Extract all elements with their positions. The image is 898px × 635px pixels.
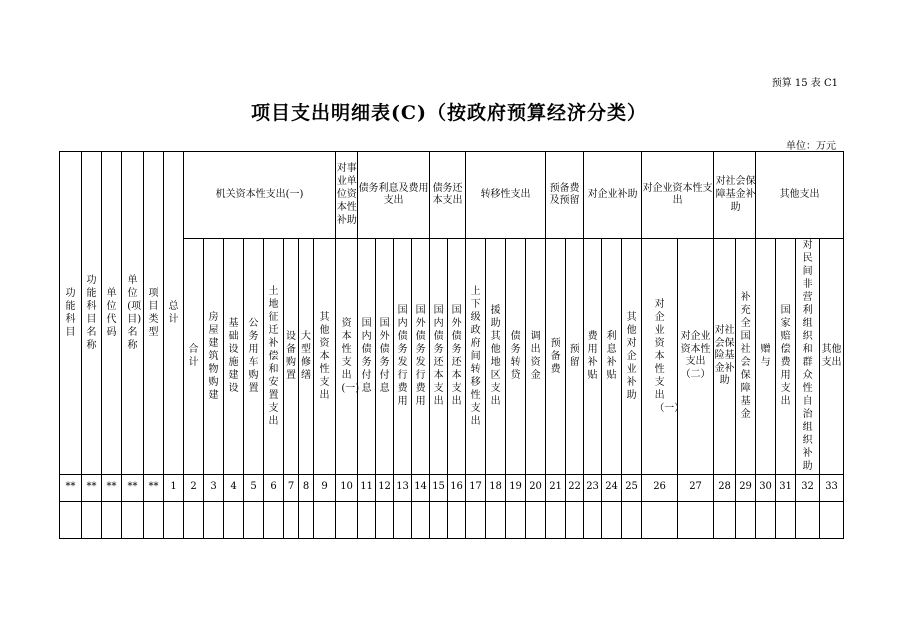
group-debt-interest: 债务利息及费用支出 [358,152,430,239]
column-number-row [60,474,844,501]
data-cell [566,501,584,538]
column-number-cell: 6 [264,474,284,501]
header-total: 总计 [164,152,184,475]
data-cell [122,501,144,538]
data-cell [412,501,430,538]
unit-label: 单位：万元 [786,141,836,152]
subcol: 设备购置 [284,239,299,475]
data-cell [314,501,336,538]
subcol: 上下级政府间转移性支出 [466,239,486,475]
column-number-cell: 33 [820,474,844,501]
data-cell [394,501,412,538]
data-cell [466,501,486,538]
subcol: 其他资本性支出 [314,239,336,475]
column-number-cell: ** [82,474,102,501]
data-cell [642,501,678,538]
group-social-security: 对社会保障基金补助 [714,152,756,239]
subcol: 对民间非营利组织和群众性自治组织补助 [796,239,820,475]
column-number-cell: 11 [358,474,376,501]
subcol: 基础设施建设 [224,239,244,475]
data-cell [448,501,466,538]
subcol: 合计 [184,239,204,475]
group-enterprise-capital: 对企业资本性支出 [642,152,714,239]
column-number-cell: 18 [486,474,506,501]
column-number-cell: 20 [526,474,546,501]
expenditure-table [59,151,844,539]
column-number-cell: 19 [506,474,526,501]
subcol: 对企业资本性支出（一） [642,239,678,475]
data-cell [736,501,756,538]
subcol: 国外债务付息 [376,239,394,475]
column-number-cell: ** [122,474,144,501]
subcol: 赠与 [756,239,776,475]
header-unit-code: 单位代码 [102,152,122,475]
data-cell [82,501,102,538]
data-cell [184,501,204,538]
group-enterprise-subsidy: 对企业补助 [584,152,642,239]
data-cell [506,501,526,538]
group-debt-principal: 债务还本支出 [430,152,466,239]
subcol: 调出资金 [526,239,546,475]
subcol: 土地征迁补偿和安置支出 [264,239,284,475]
data-cell [204,501,224,538]
column-number-cell: 2 [184,474,204,501]
column-number-cell: 13 [394,474,412,501]
header-unit-name: 单位(项目)名称 [122,152,144,475]
data-cell [430,501,448,538]
subcol: 国内债务发行费用 [394,239,412,475]
column-number-cell: 24 [602,474,622,501]
data-cell [60,501,82,538]
column-number-cell: 10 [336,474,358,501]
column-number-cell: ** [144,474,164,501]
data-cell [714,501,736,538]
subcol: 其他对企业补助 [622,239,642,475]
data-cell [336,501,358,538]
column-number-cell: ** [60,474,82,501]
header-project-type: 项目类型 [144,152,164,475]
subcol: 大型修缮 [299,239,314,475]
data-cell [264,501,284,538]
column-number-cell: ** [102,474,122,501]
data-cell [584,501,602,538]
column-number-cell: 27 [678,474,714,501]
column-number-cell: 25 [622,474,642,501]
column-number-cell: 23 [584,474,602,501]
subcol: 援助其他地区支出 [486,239,506,475]
group-transfer: 转移性支出 [466,152,546,239]
subcol: 国内债务付息 [358,239,376,475]
data-cell [102,501,122,538]
subcol: 费用补贴 [584,239,602,475]
subcol: 公务用车购置 [244,239,264,475]
column-number-cell: 16 [448,474,466,501]
column-number-cell: 14 [412,474,430,501]
group-institution-capital-subsidy: 对事业单位资本性补助 [336,152,358,239]
data-cell [358,501,376,538]
column-number-cell: 30 [756,474,776,501]
page-title: 项目支出明细表(C)（按政府预算经济分类） [250,102,648,124]
subcol: 预备费 [546,239,566,475]
subcol: 国外债务发行费用 [412,239,430,475]
data-cell [602,501,622,538]
column-number-cell: 4 [224,474,244,501]
column-number-cell: 21 [546,474,566,501]
data-cell [244,501,264,538]
column-number-cell: 8 [299,474,314,501]
data-cell [224,501,244,538]
group-capital-expenditure-1: 机关资本性支出(一) [184,152,336,239]
subcol: 资本性支出(一) [336,239,358,475]
subcol: 其他支出 [820,239,844,475]
data-cell [526,501,546,538]
column-number-cell: 3 [204,474,224,501]
column-number-cell: 9 [314,474,336,501]
data-cell [796,501,820,538]
column-number-cell: 29 [736,474,756,501]
subcol: 国外债务还本支出 [448,239,466,475]
data-row-empty [60,501,844,538]
subcol: 对社会保险基金补助 [714,239,736,475]
data-cell [678,501,714,538]
column-number-cell: 1 [164,474,184,501]
column-number-cell: 22 [566,474,584,501]
column-number-cell: 31 [776,474,796,501]
column-number-cell: 17 [466,474,486,501]
column-number-cell: 28 [714,474,736,501]
data-cell [284,501,299,538]
data-cell [299,501,314,538]
column-number-cell: 26 [642,474,678,501]
form-code: 预算 15 表 C1 [771,78,838,89]
data-cell [164,501,184,538]
data-cell [486,501,506,538]
header-row-groups [60,152,844,239]
column-number-cell: 32 [796,474,820,501]
column-number-cell: 12 [376,474,394,501]
data-cell [622,501,642,538]
subcol: 补充全国社会保障基金 [736,239,756,475]
subcol: 房屋建筑物购建 [204,239,224,475]
subcol: 债务转贷 [506,239,526,475]
header-function-subject-name: 功能科目名称 [82,152,102,475]
subcol: 国内债务还本支出 [430,239,448,475]
data-cell [144,501,164,538]
column-number-cell: 5 [244,474,264,501]
data-cell [376,501,394,538]
data-cell [776,501,796,538]
group-reserve: 预备费及预留 [546,152,584,239]
subcol: 对企业资本性支出（二） [678,239,714,475]
subcol: 利息补贴 [602,239,622,475]
header-function-subject: 功能科目 [60,152,82,475]
data-cell [820,501,844,538]
subcol: 国家赔偿费用支出 [776,239,796,475]
subcol: 预留 [566,239,584,475]
data-cell [756,501,776,538]
data-cell [546,501,566,538]
column-number-cell: 7 [284,474,299,501]
group-other: 其他支出 [756,152,844,239]
column-number-cell: 15 [430,474,448,501]
